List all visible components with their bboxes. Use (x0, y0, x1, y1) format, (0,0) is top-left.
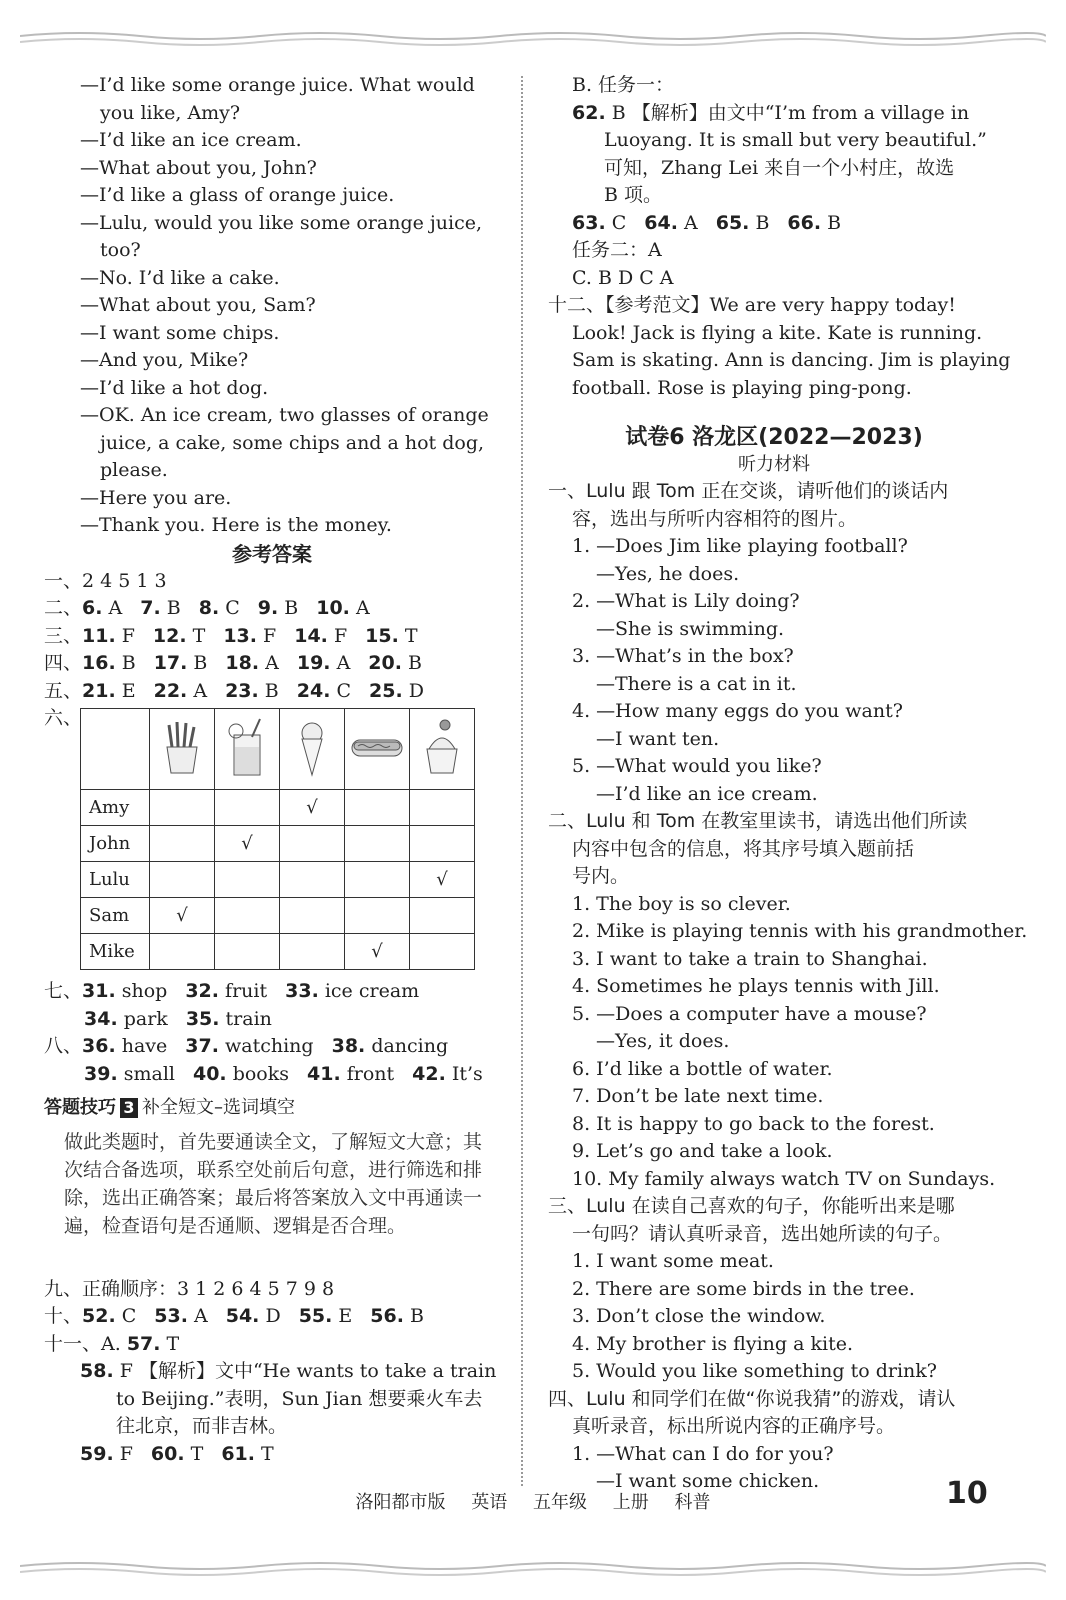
q-answer: train (225, 1007, 272, 1030)
list-item: 3. Don’t close the window. (572, 1305, 826, 1327)
chips-icon (150, 709, 215, 790)
q-answer: front (346, 1062, 395, 1085)
section-label: 八、 (44, 1035, 83, 1057)
list-item: 2. Mike is playing tennis with his grandmother. (572, 920, 1028, 942)
q-num: 37. (185, 1035, 219, 1057)
dialogue-line: —I’d like an ice cream. (80, 129, 302, 151)
list-item: 4. —How many eggs do you want? (572, 700, 903, 722)
dialogue-line: —No. I’d like a cake. (80, 266, 280, 289)
list-item: 2. There are some birds in the tree. (572, 1277, 915, 1300)
right-column (548, 72, 1028, 1496)
footer-volume: 上册 (612, 1492, 649, 1513)
table-row (81, 934, 475, 970)
q-num: 22. (153, 679, 188, 702)
q-num: 62. (572, 101, 606, 124)
q-answer: C (611, 211, 627, 234)
table-row (81, 790, 475, 826)
paper-subtitle: 听力材料 (738, 454, 810, 475)
list-item: 5. Would you like something to drink? (572, 1360, 937, 1382)
section-label: 十一、 (44, 1332, 102, 1355)
listening-section-2: 号内。 (572, 865, 630, 887)
tip-number: 3 (120, 1098, 138, 1118)
list-item: 6. I’d like a bottle of water. (572, 1057, 833, 1080)
q-num: 32. (185, 980, 219, 1002)
answer-row-6-label: 六、 (44, 707, 83, 729)
q-num: 40. (192, 1062, 227, 1085)
dialogue-line: —What about you, John? (80, 156, 317, 179)
q-num: 15. (365, 624, 399, 647)
table-cell (410, 934, 475, 970)
list-item: —Yes, it does. (596, 1030, 730, 1052)
q-num: 34. (84, 1007, 118, 1030)
q-answer: B (121, 652, 136, 674)
q-num: 60. (150, 1442, 185, 1465)
q-answer: A (336, 652, 351, 674)
list-item: 1. —What can I do for you? (572, 1442, 834, 1465)
q-answer: E (121, 679, 136, 702)
cake-icon (410, 709, 475, 790)
dialogue-block (44, 72, 500, 540)
q-answer: park (123, 1007, 168, 1030)
table-cell (345, 898, 410, 934)
q-num: 52. (82, 1305, 116, 1327)
juice-icon (215, 709, 280, 790)
q-answer: A (193, 679, 208, 702)
essay-line: 十二、【参考范文】We are very happy today! (548, 294, 956, 316)
q-answer: B (166, 597, 181, 619)
q62-line: 可知，Zhang Lei 来自一个小村庄，故选 (604, 156, 955, 179)
listening-section-2: 内容中包含的信息，将其序号填入题前括 (572, 837, 915, 860)
list-item: 1. —Does Jim like playing football? (572, 535, 908, 557)
table-cell (150, 862, 215, 898)
q-answer: B (408, 652, 422, 674)
answer-row-2 (44, 595, 500, 623)
q-answer: F (263, 624, 277, 647)
footer-edition: 洛阳都市版 (355, 1492, 446, 1513)
q-answer: F (119, 1442, 133, 1465)
q-num: 13. (223, 624, 257, 647)
list-item: 8. It is happy to go back to the forest. (572, 1112, 935, 1135)
q-answer: fruit (225, 980, 268, 1002)
q-num: 14. (294, 624, 328, 647)
section-label: 三、 (44, 624, 83, 647)
q-answer: shop (121, 980, 168, 1002)
row-name: Mike (81, 934, 150, 970)
q-answer: A (355, 597, 370, 619)
answer-row-7a (44, 978, 500, 1006)
q-answer: T (261, 1442, 274, 1465)
left-column-lower (44, 978, 500, 1468)
q-answer: A (108, 597, 123, 619)
q-num: 21. (82, 679, 116, 702)
tip-header (44, 1094, 500, 1122)
q-answer: books (232, 1062, 289, 1085)
dialogue-line: you like, Amy? (100, 101, 241, 124)
answer-row-8b (44, 1061, 500, 1089)
dialogue-line: —I’d like a glass of orange juice. (80, 184, 395, 206)
table-header-row (81, 709, 475, 790)
dialogue-line: —I’d like a hot dog. (80, 376, 269, 399)
page-number: 10 (946, 1476, 988, 1511)
row-name: John (81, 826, 150, 862)
q-answer: A (194, 1305, 208, 1327)
q-num: 19. (296, 652, 331, 674)
table-row (81, 826, 475, 862)
left-column (44, 72, 500, 733)
row-name: Amy (81, 790, 150, 826)
list-item: —I want some chicken. (596, 1470, 820, 1492)
list-item: 5. —What would you like? (572, 755, 822, 777)
q-num: 12. (152, 624, 187, 647)
list-item: 7. Don’t be late next time. (572, 1085, 824, 1107)
list-item: —I’d like an ice cream. (596, 782, 818, 805)
listening-section-1: 容，选出与所听内容相符的图片。 (572, 507, 858, 530)
list-item: 9. Let’s go and take a look. (572, 1140, 833, 1162)
q-answer: C (336, 679, 352, 702)
dialogue-line: —Here you are. (80, 486, 232, 509)
answer-row-7b (44, 1006, 500, 1034)
q62-line: Luoyang. It is small but very beautiful.” (604, 129, 987, 151)
table-cell (150, 826, 215, 862)
table-cell (215, 934, 280, 970)
row-name: Lulu (81, 862, 150, 898)
q-num: 57. (126, 1332, 161, 1355)
q-answer: T (192, 624, 206, 647)
tip-text: 做此类题时，首先要通读全文，了解短文大意；其次结合备选项，联系空处前后句意，进行筛选和排除，选出正确答案；最后将答案放入文中再通读一遍，检查语句是否通顺、逻辑是否合理。 (64, 1130, 483, 1237)
top-decorative-band (20, 30, 1046, 48)
dialogue-line: —What about you, Sam? (80, 294, 316, 316)
q-num: 11. (82, 624, 116, 647)
q-answer: It’s (451, 1062, 483, 1085)
q-num: 64. (644, 211, 678, 234)
list-item: 3. —What’s in the box? (572, 645, 794, 667)
answer-row-8a (44, 1033, 500, 1061)
listening-section-4: 真听录音，标出所说内容的正确序号。 (572, 1415, 896, 1437)
essay-line: Look! Jack is flying a kite. Kate is running. (572, 321, 983, 344)
table-cell (215, 898, 280, 934)
list-item: 5. —Does a computer have a mouse? (572, 1002, 927, 1025)
dialogue-line: —Thank you. Here is the money. (80, 514, 392, 536)
q-answer: D (408, 679, 424, 702)
q-answer: T (166, 1332, 180, 1355)
tick-mark: √ (345, 934, 410, 970)
q-num: 25. (369, 679, 403, 702)
row-name: Sam (81, 898, 150, 934)
hot-dog-icon (345, 709, 410, 790)
essay-line: Sam is skating. Ann is dancing. Jim is playing (572, 349, 1011, 371)
q-answer: B (755, 211, 770, 234)
table-row (81, 862, 475, 898)
q-answer: D (265, 1305, 281, 1327)
q-num: 20. (368, 652, 402, 674)
q-num: 42. (412, 1062, 446, 1085)
q-answer: A (265, 652, 279, 674)
tick-mark: √ (215, 826, 280, 862)
q-answer: watching (225, 1035, 314, 1057)
listening-section-3: 一句吗？请认真听录音，选出她所读的句子。 (572, 1222, 953, 1245)
table-cell (410, 826, 475, 862)
q-answer: B (193, 652, 208, 674)
answer-row-5 (44, 678, 500, 706)
dialogue-line: —And you, Mike? (80, 349, 249, 371)
q-num: 10. (316, 597, 350, 619)
q-num: 18. (225, 652, 260, 674)
dialogue-line: —OK. An ice cream, two glasses of orange (80, 404, 489, 426)
dialogue-line: —Lulu, would you like some orange juice, (80, 211, 483, 234)
q-answer: ice cream (324, 980, 420, 1002)
table-cell (215, 790, 280, 826)
q58-line: 往北京，而非吉林。 (116, 1415, 288, 1437)
q-explanation: F 【解析】文中“He wants to take a train (119, 1360, 497, 1382)
list-item: 4. Sometimes he plays tennis with Jill. (572, 975, 940, 997)
dialogue-line: juice, a cake, some chips and a hot dog, (100, 431, 485, 454)
q-num: 58. (80, 1360, 114, 1382)
table-cell (345, 790, 410, 826)
table-cell (410, 790, 475, 826)
listening-section-3: 三、Lulu 在读自己喜欢的句子，你能听出来是哪 (548, 1195, 955, 1217)
answer-row-1: 一、2 4 5 1 3 (44, 569, 167, 592)
table-cell (150, 934, 215, 970)
column-divider (521, 76, 523, 1486)
q-explanation: B 【解析】由文中“I’m from a village in (611, 101, 970, 124)
q-num: 9. (257, 597, 279, 619)
essay-line: football. Rose is playing ping-pong. (572, 376, 912, 399)
bottom-decorative-band (20, 1560, 1046, 1578)
q-num: 54. (225, 1305, 260, 1327)
table-cell (215, 862, 280, 898)
q-answer: B (827, 211, 842, 234)
table-row (81, 898, 475, 934)
paper-title: 试卷6 洛龙区(2022—2023) (625, 425, 923, 450)
part-c-line: C. B D C A (572, 266, 674, 289)
q-num: 38. (331, 1035, 366, 1057)
q-num: 63. (572, 211, 606, 234)
page-footer (0, 1488, 1066, 1514)
part-label: A. (101, 1332, 121, 1355)
q-num: 55. (298, 1305, 333, 1327)
q-num: 41. (307, 1062, 341, 1085)
list-item: 4. My brother is flying a kite. (572, 1332, 853, 1355)
table-cell (280, 826, 345, 862)
answer-row-10 (44, 1303, 500, 1331)
q-answer: E (338, 1305, 353, 1327)
q-num: 6. (82, 597, 103, 619)
q-answer: F (333, 624, 348, 647)
dialogue-line: —I’d like some orange juice. What would (80, 74, 475, 96)
list-item: —I want ten. (596, 727, 720, 750)
answer-row-59 (44, 1441, 500, 1469)
q-answer: C (225, 597, 240, 619)
answer-row-63 (548, 210, 1000, 238)
answer-row-4 (44, 650, 500, 678)
table-cell (150, 790, 215, 826)
table-cell (410, 898, 475, 934)
section-label: 四、 (44, 652, 83, 674)
listening-section-2: 二、Lulu 和 Tom 在教室里读书，请选出他们所读 (548, 810, 968, 832)
ice-cream-icon (280, 709, 345, 790)
section-label: 五、 (44, 679, 83, 702)
q-num: 59. (80, 1442, 114, 1465)
footer-subject: 英语 (471, 1492, 508, 1513)
q-answer: T (404, 624, 418, 647)
list-item: 10. My family always watch TV on Sundays. (572, 1167, 996, 1190)
task-2-line: 任务二：A (572, 239, 662, 261)
task-b-line: B. 任务一： (572, 74, 675, 96)
tick-mark: √ (280, 790, 345, 826)
dialogue-line: too? (100, 239, 141, 261)
dialogue-line: —I want some chips. (80, 321, 280, 344)
q-num: 65. (715, 211, 750, 234)
table-corner-cell (81, 709, 150, 790)
tip-title: 补全短文–选词填空 (142, 1097, 295, 1118)
q62-line (548, 100, 1000, 128)
q-answer: T (190, 1442, 204, 1465)
q-num: 35. (185, 1007, 220, 1030)
food-choice-table (80, 708, 475, 970)
q-answer: B (284, 597, 299, 619)
answer-row-9: 九、正确顺序：3 1 2 6 4 5 7 9 8 (44, 1277, 335, 1300)
q-num: 7. (140, 597, 161, 619)
q-num: 16. (82, 652, 116, 674)
q-answer: C (121, 1305, 137, 1327)
q-answer: have (121, 1035, 168, 1057)
list-item: 2. —What is Lily doing? (572, 590, 800, 612)
table-cell (345, 826, 410, 862)
section-label: 七、 (44, 980, 83, 1002)
listening-section-4: 四、Lulu 和同学们在做“你说我猜”的游戏，请认 (548, 1387, 956, 1410)
table-cell (280, 934, 345, 970)
q-answer: F (121, 624, 135, 647)
q-num: 33. (285, 980, 319, 1002)
answers-title: 参考答案 (232, 541, 312, 566)
list-item: 3. I want to take a train to Shanghai. (572, 947, 928, 970)
q-answer: dancing (371, 1035, 449, 1057)
footer-publisher: 科普 (674, 1492, 711, 1513)
q-num: 8. (198, 597, 220, 619)
q-num: 61. (221, 1442, 255, 1465)
dialogue-line: please. (100, 459, 168, 481)
list-item: —There is a cat in it. (596, 672, 797, 695)
section-label: 十、 (44, 1305, 83, 1327)
q-answer: B (410, 1305, 424, 1327)
q-num: 24. (296, 679, 331, 702)
section-label: 二、 (44, 597, 83, 619)
q-answer: A (683, 211, 698, 234)
q62-line: B 项。 (604, 184, 663, 206)
q58-line: to Beijing.”表明，Sun Jian 想要乘火车去 (116, 1387, 483, 1410)
tick-mark: √ (150, 898, 215, 934)
list-item: —Yes, he does. (596, 562, 740, 585)
tick-mark: √ (410, 862, 475, 898)
answer-row-11 (44, 1331, 500, 1359)
list-item: 1. The boy is so clever. (572, 892, 791, 915)
table-cell (280, 898, 345, 934)
q-num: 23. (225, 679, 259, 702)
list-item: —She is swimming. (596, 617, 785, 640)
q-num: 17. (153, 652, 188, 674)
table-cell (345, 862, 410, 898)
q-num: 39. (84, 1062, 118, 1085)
q-num: 56. (370, 1305, 404, 1327)
footer-grade: 五年级 (533, 1492, 587, 1513)
q-answer: B (264, 679, 279, 702)
q-num: 66. (787, 211, 822, 234)
q-num: 53. (154, 1305, 188, 1327)
list-item: 1. I want some meat. (572, 1250, 774, 1272)
q-num: 36. (82, 1035, 116, 1057)
answer-row-3 (44, 623, 500, 651)
tip-label: 答题技巧 (44, 1097, 116, 1118)
q-answer: small (123, 1062, 175, 1085)
q-num: 31. (82, 980, 116, 1002)
listening-section-1: 一、Lulu 跟 Tom 正在交谈，请听他们的谈话内 (548, 480, 949, 502)
q58-line (44, 1358, 500, 1386)
table-cell (280, 862, 345, 898)
